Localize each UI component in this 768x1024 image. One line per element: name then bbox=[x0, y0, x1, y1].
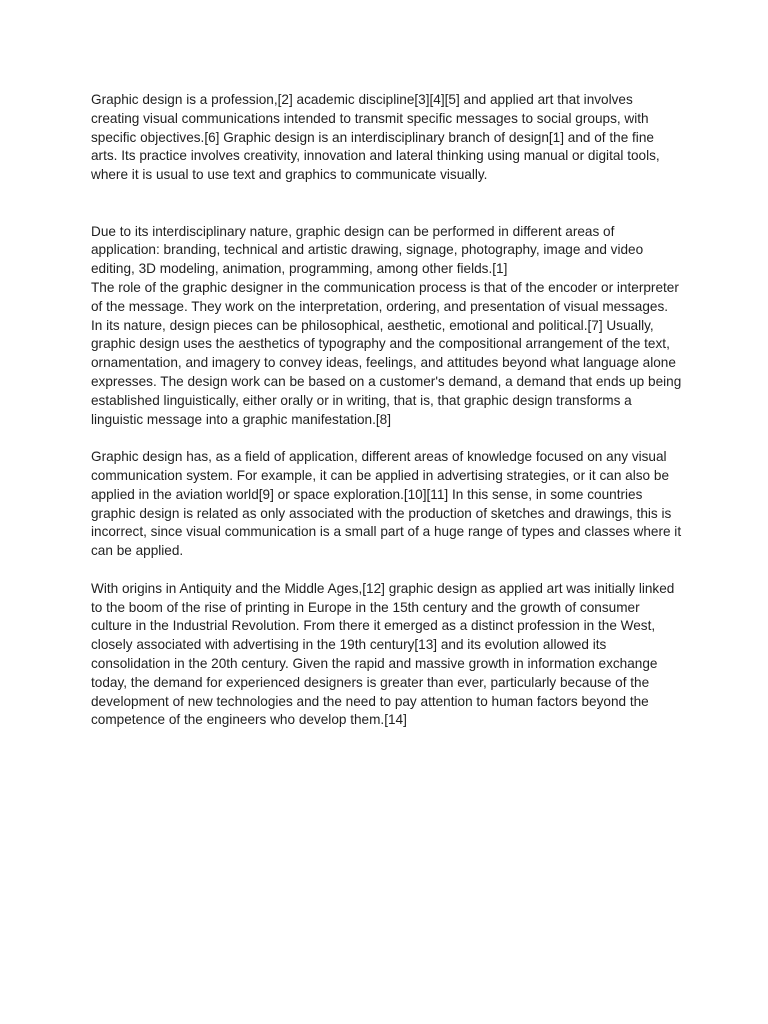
paragraph-designer-role: The role of the graphic designer in the communication process is that of the encoder or interpreter of the message. They work on the interpretation, ordering, and presentation of visual messages. In its nature, design pieces can be philosophical, aesthetic, emotional and political.[7] Usually, graphic design uses the aesthetics of typography and the compositional arrangement of the text, ornamentation, and imagery to convey ideas, feelings, and attitudes beyond what language alone expresses. The design work can be based on a customer's demand, a demand that ends up being established linguistically, either orally or in writing, that is, that graphic design transforms a linguistic message into a graphic manifestation.[8] bbox=[91, 279, 682, 427]
paragraph-spacer bbox=[91, 185, 683, 223]
paragraph-field-of-application: Graphic design has, as a field of application, different areas of knowledge focused on any visual communication system. For example, it can be applied in advertising strategies, or it can also be applied in the aviation world[9] or space exploration.[10][11] In this sense, in some countries graphic design is related as only associated with the production of sketches and drawings, this is incorrect, since visual communication is a small part of a huge range of types and classes where it can be applied. bbox=[91, 449, 682, 559]
document-body bbox=[91, 91, 683, 730]
paragraph-origins: With origins in Antiquity and the Middle Ages,[12] graphic design as applied art was initially linked to the boom of the rise of printing in Europe in the 15th century and the growth of consumer culture in the Industrial Revolution. From there it emerged as a distinct profession in the West, closely associated with advertising in the 19th century[13] and its evolution allowed its consolidation in the 20th century. Given the rapid and massive growth in information exchange today, the demand for experienced designers is greater than ever, particularly because of the development of new technologies and the need to pay attention to human factors beyond the competence of the engineers who develop them.[14] bbox=[91, 580, 675, 728]
paragraph-spacer bbox=[91, 429, 683, 448]
paragraph-application-areas: Due to its interdisciplinary nature, graphic design can be performed in different areas of application: branding, technical and artistic drawing, signage, photography, image and video editing, 3D modeling, animation, programming, among other fields.[1] bbox=[91, 223, 644, 277]
paragraph-spacer bbox=[91, 561, 683, 580]
paragraph-definition: Graphic design is a profession,[2] academic discipline[3][4][5] and applied art that involves creating visual communications intended to transmit specific messages to social groups, with specific objectives.[6] Graphic design is an interdisciplinary branch of design[1] and of the fine arts. Its practice involves creativity, innovation and lateral thinking using manual or digital tools, where it is usual to use text and graphics to communicate visually. bbox=[91, 92, 660, 183]
